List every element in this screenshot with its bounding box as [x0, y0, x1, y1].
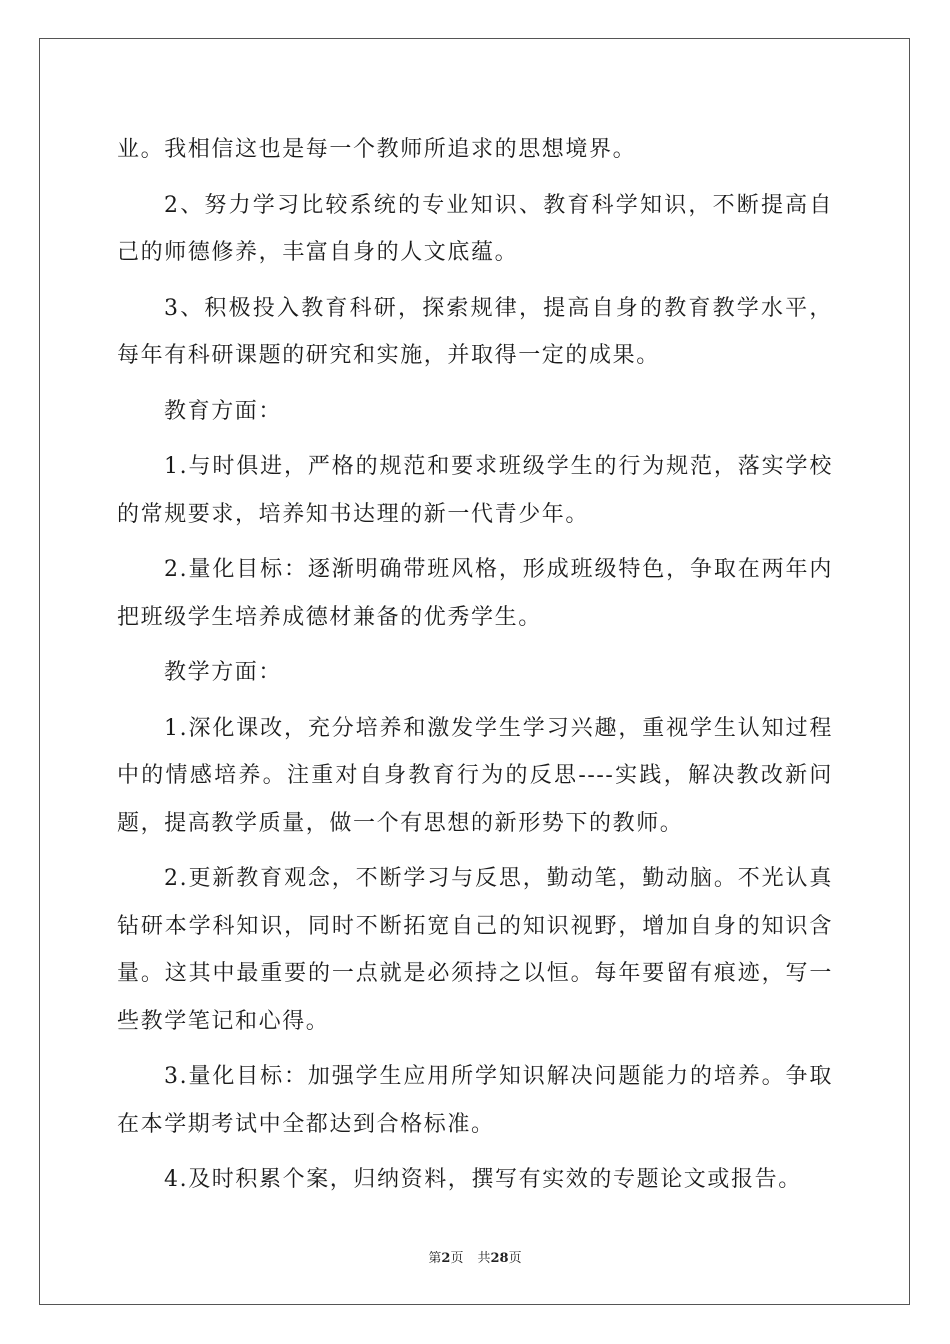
paragraph: 4.及时积累个案，归纳资料，撰写有实效的专题论文或报告。	[164, 1167, 802, 1192]
section-heading-education: 教育方面：	[164, 398, 283, 424]
paragraph: 3.量化目标：加强学生应用所学知识解决问题能力的培养。争取在本学期考试中全都达到合格标准。	[117, 1064, 833, 1137]
total-suffix: 页	[508, 1251, 522, 1266]
paragraph: 2、努力学习比较系统的专业知识、教育科学知识，不断提高自己的师德修养，丰富自身的人文底蕴。	[117, 192, 833, 265]
page-footer	[0, 1247, 950, 1266]
paragraph: 1.与时俱进，严格的规范和要求班级学生的行为规范，落实学校的常规要求，培养知书达理的新一代青少年。	[117, 454, 833, 527]
paragraph: 业。我相信这也是每一个教师所追求的思想境界。	[117, 137, 637, 162]
page-suffix: 页	[450, 1251, 464, 1266]
paragraph: 3、积极投入教育科研，探索规律，提高自身的教育教学水平，每年有科研课题的研究和实施，并取得一定的成果。	[117, 295, 833, 368]
paragraph: 1.深化课改，充分培养和激发学生学习兴趣，重视学生认知过程中的情感培养。注重对自身教育行为的反思----实践，解决教改新问题，提高教学质量，做一个有思想的新形势下的教师。	[117, 715, 833, 836]
paragraph: 2.量化目标：逐渐明确带班风格，形成班级特色，争取在两年内把班级学生培养成德材兼备的优秀学生。	[117, 557, 833, 630]
page-total: 28	[490, 1251, 509, 1266]
page-current: 2	[441, 1251, 451, 1266]
document-body	[117, 126, 833, 1204]
section-heading-teaching: 教学方面：	[164, 660, 283, 685]
paragraph: 2.更新教育观念，不断学习与反思，勤动笔，勤动脑。不光认真钻研本学科知识，同时不断拓宽自己的知识视野，增加自身的知识含量。这其中最重要的一点就是必须持之以恒。每年要留有痕迹，写一些教学笔记和心得。	[117, 866, 833, 1034]
total-prefix: 共	[477, 1251, 491, 1266]
page-prefix: 第	[428, 1251, 442, 1266]
